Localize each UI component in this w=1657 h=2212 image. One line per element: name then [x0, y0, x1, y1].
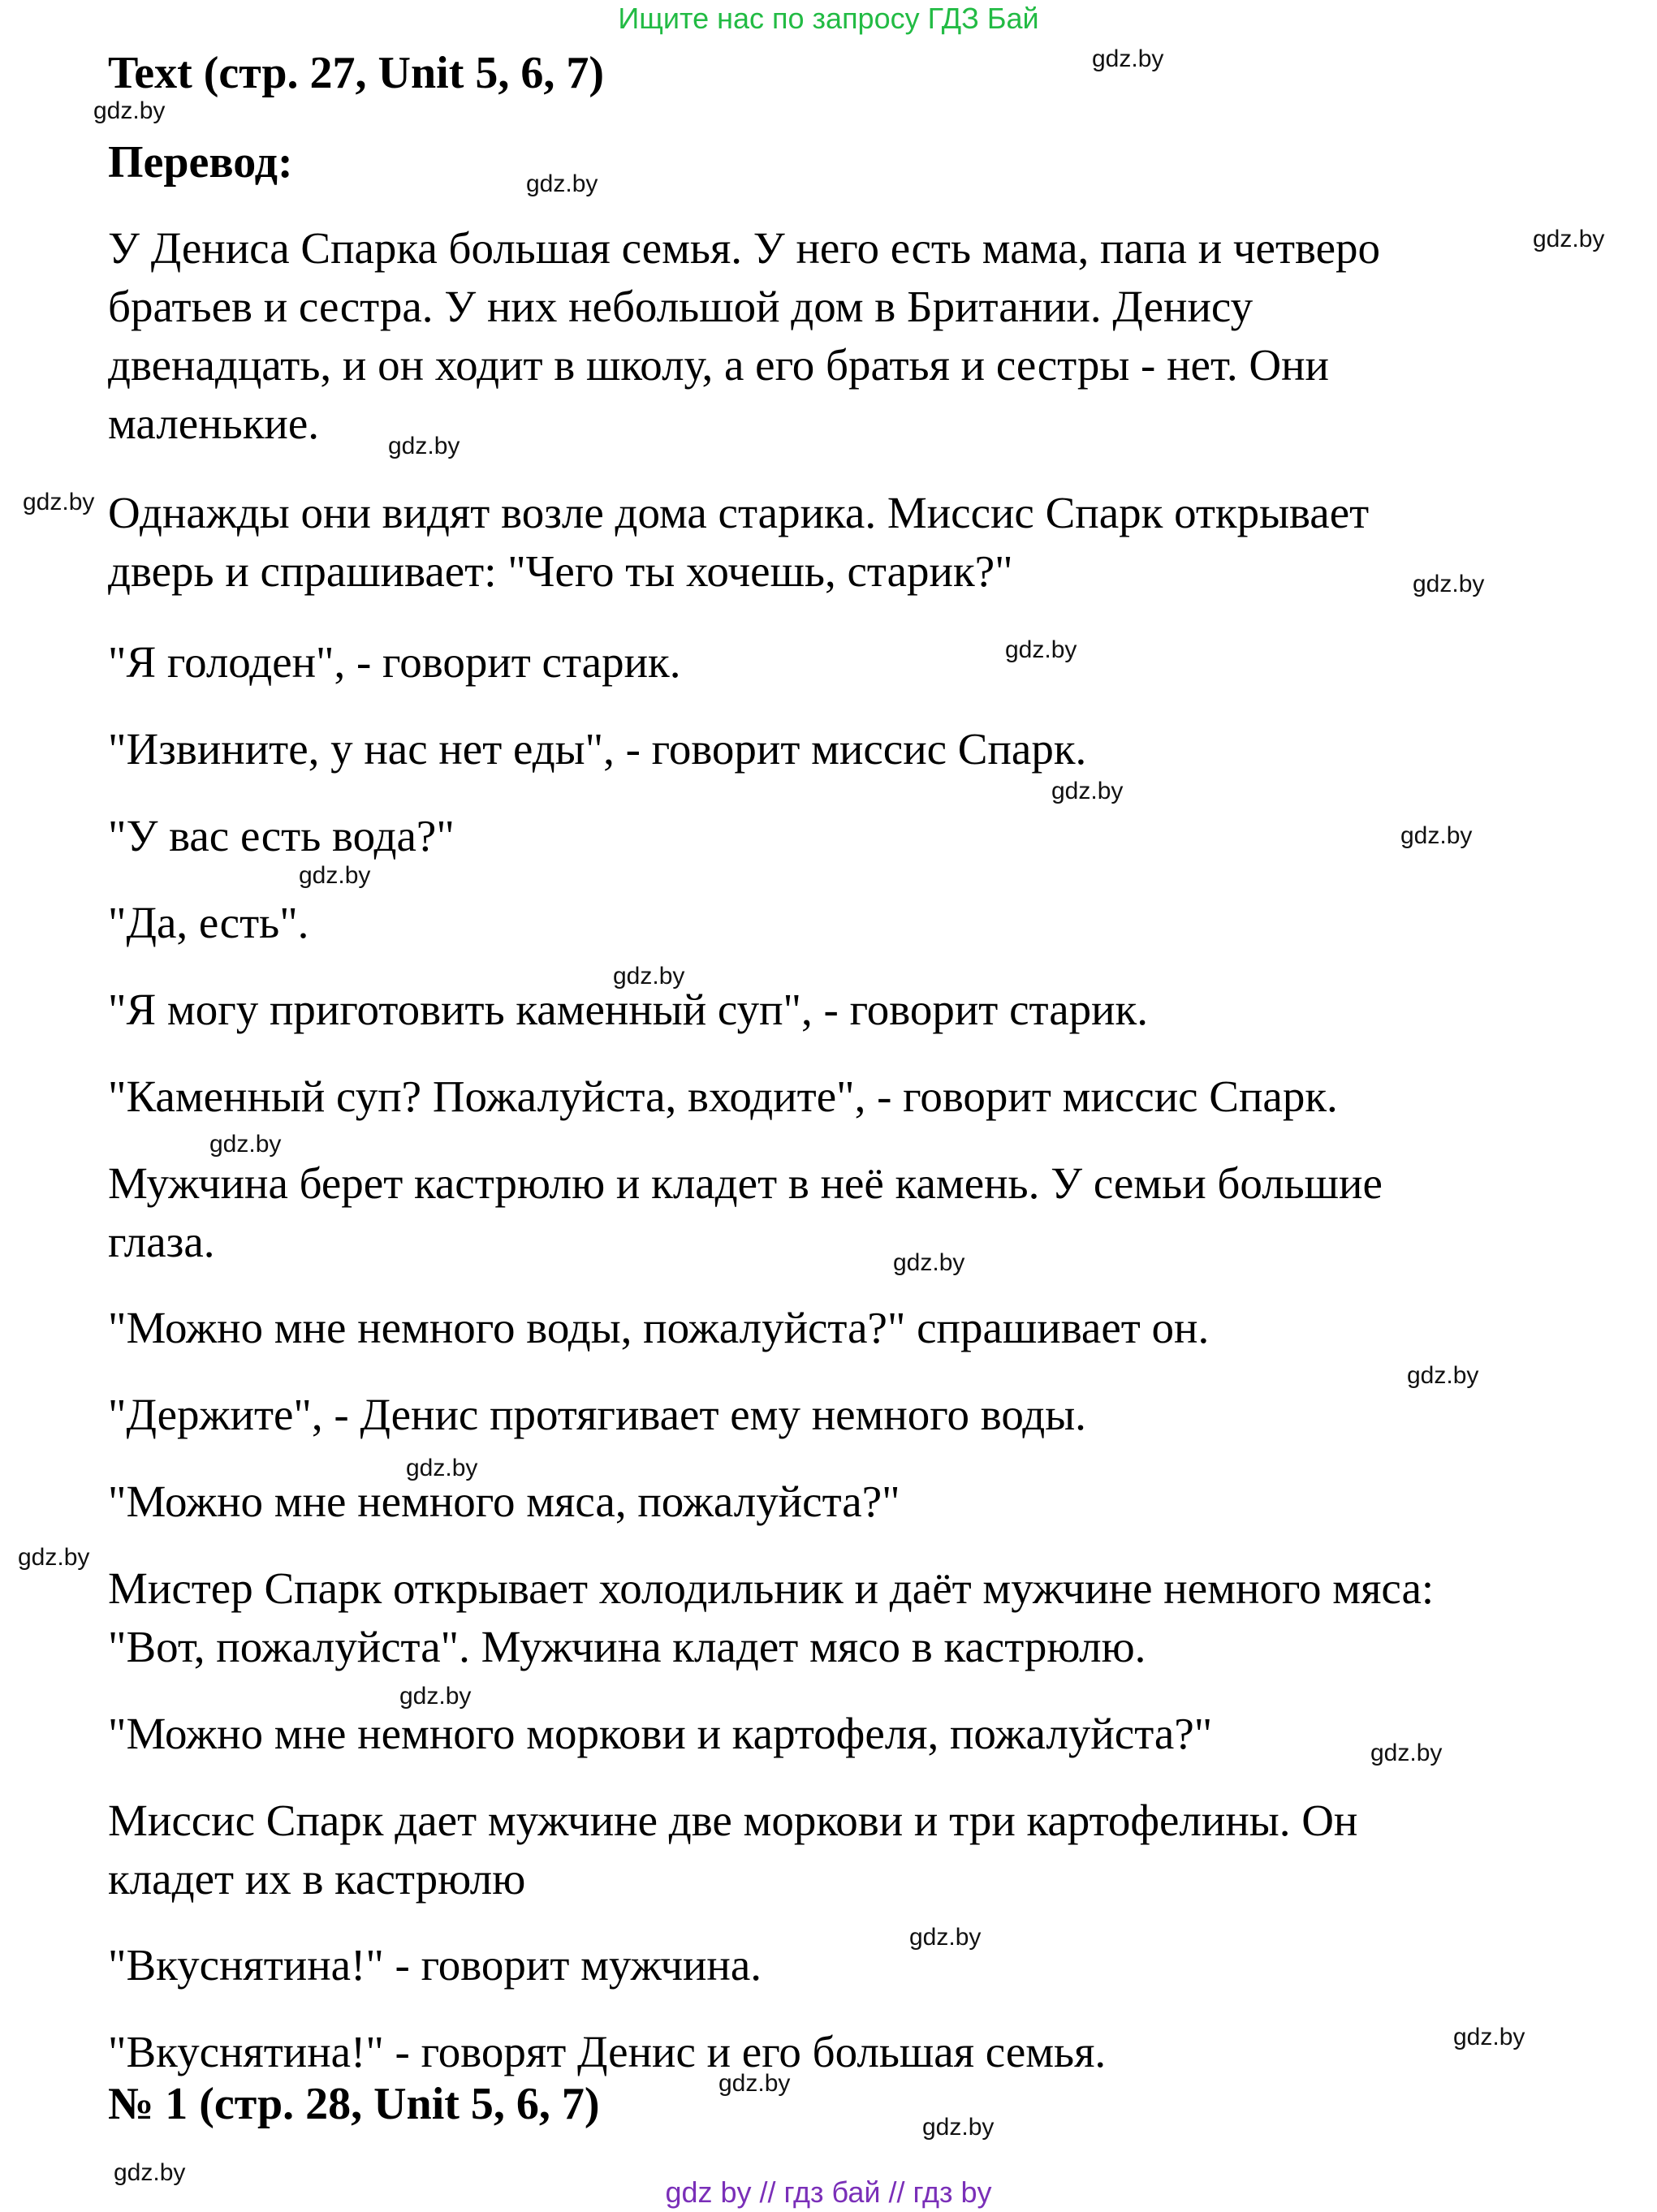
- paragraph-line: "Можно мне немного моркови и картофеля, пожалуйста?": [108, 1709, 1213, 1758]
- paragraph-line: "У вас есть вода?": [108, 811, 455, 860]
- paragraph-1: [108, 219, 1537, 453]
- watermark: gdz.by: [1051, 778, 1124, 804]
- watermark: gdz.by: [1400, 822, 1473, 849]
- watermark: gdz.by: [1407, 1362, 1479, 1389]
- paragraph-16: [108, 1936, 1537, 1994]
- paragraph-11: [108, 1386, 1537, 1444]
- paragraph-line: "Можно мне немного мяса, пожалуйста?": [108, 1477, 900, 1526]
- paragraph-line: Мужчина берет кастрюлю и кладет в неё камень. У семьи большие: [108, 1158, 1383, 1208]
- paragraph-line: Однажды они видят возле дома старика. Миссис Спарк открывает: [108, 488, 1370, 537]
- paragraph-8: [108, 1067, 1537, 1126]
- paragraph-7: [108, 981, 1537, 1039]
- paragraph-10: [108, 1299, 1537, 1357]
- watermark: gdz.by: [893, 1249, 965, 1276]
- watermark: gdz.by: [209, 1131, 282, 1158]
- watermark: gdz.by: [1453, 2024, 1525, 2050]
- paragraph-line: маленькие.: [108, 399, 320, 448]
- paragraph-3: [108, 633, 1537, 692]
- watermark: gdz.by: [93, 97, 166, 124]
- paragraph-line: братьев и сестра. У них небольшой дом в Британии. Денису: [108, 282, 1254, 331]
- section-heading-text: Text (стр. 27, Unit 5, 6, 7): [108, 48, 604, 98]
- paragraph-line: "Вкуснятина!" - говорят Денис и его большая семья.: [108, 2027, 1107, 2076]
- paragraph-12: [108, 1473, 1537, 1531]
- paragraph-line: дверь и спрашивает: "Чего ты хочешь, старик?": [108, 546, 1013, 596]
- top-banner[interactable]: Ищите нас по запросу ГДЗ Бай: [618, 2, 1039, 35]
- watermark: gdz.by: [299, 862, 371, 889]
- watermark: gdz.by: [1413, 571, 1485, 597]
- paragraph-line: глаза.: [108, 1217, 215, 1266]
- paragraph-5: [108, 807, 1537, 865]
- translation-heading: Перевод:: [108, 137, 293, 188]
- watermark: gdz.by: [909, 1924, 982, 1951]
- watermark: gdz.by: [406, 1455, 478, 1481]
- paragraph-line: Миссис Спарк дает мужчине две моркови и три картофелины. Он: [108, 1796, 1358, 1845]
- paragraph-6: [108, 894, 1537, 952]
- watermark: gdz.by: [399, 1683, 472, 1710]
- paragraph-line: двенадцать, и он ходит в школу, а его братья и сестры - нет. Они: [108, 340, 1329, 390]
- watermark: gdz.by: [1533, 226, 1605, 252]
- paragraph-line: У Дениса Спарка большая семья. У него есть мама, папа и четверо: [108, 223, 1381, 273]
- paragraph-line: "Я голоден", - говорит старик.: [108, 637, 681, 687]
- paragraph-4: [108, 720, 1537, 778]
- watermark: gdz.by: [1370, 1740, 1443, 1766]
- paragraph-17: [108, 2023, 1537, 2081]
- watermark: gdz.by: [114, 2159, 186, 2186]
- watermark: gdz.by: [526, 170, 598, 197]
- paragraph-2: [108, 484, 1537, 601]
- watermark: gdz.by: [1005, 636, 1077, 663]
- paragraph-14: [108, 1705, 1537, 1763]
- bottom-banner[interactable]: gdz by // гдз бай // гдз by: [665, 2175, 992, 2209]
- paragraph-line: Мистер Спарк открывает холодильник и даёт мужчине немного мяса:: [108, 1563, 1435, 1613]
- watermark: gdz.by: [613, 963, 685, 990]
- paragraph-line: "Я могу приготовить каменный суп", - говорит старик.: [108, 985, 1149, 1034]
- watermark: gdz.by: [1092, 45, 1164, 72]
- paragraph-line: "Да, есть".: [108, 898, 309, 947]
- watermark: gdz.by: [388, 433, 460, 459]
- paragraph-line: "Извините, у нас нет еды", - говорит миссис Спарк.: [108, 724, 1087, 774]
- watermark: gdz.by: [718, 2070, 791, 2097]
- watermark: gdz.by: [922, 2114, 995, 2141]
- paragraph-line: кладет их в кастрюлю: [108, 1854, 526, 1904]
- exercise-heading: № 1 (стр. 28, Unit 5, 6, 7): [108, 2079, 600, 2129]
- watermark: gdz.by: [23, 489, 95, 515]
- paragraph-line: "Вот, пожалуйста". Мужчина кладет мясо в кастрюлю.: [108, 1622, 1146, 1671]
- paragraph-13: [108, 1559, 1537, 1676]
- paragraph-line: "Можно мне немного воды, пожалуйста?" спрашивает он.: [108, 1303, 1210, 1352]
- paragraph-line: "Каменный суп? Пожалуйста, входите", - говорит миссис Спарк.: [108, 1072, 1338, 1121]
- paragraph-15: [108, 1792, 1537, 1908]
- paragraph-line: "Вкуснятина!" - говорит мужчина.: [108, 1940, 762, 1990]
- watermark: gdz.by: [18, 1544, 90, 1571]
- paragraph-line: "Держите", - Денис протягивает ему немного воды.: [108, 1390, 1086, 1439]
- paragraph-9: [108, 1154, 1537, 1271]
